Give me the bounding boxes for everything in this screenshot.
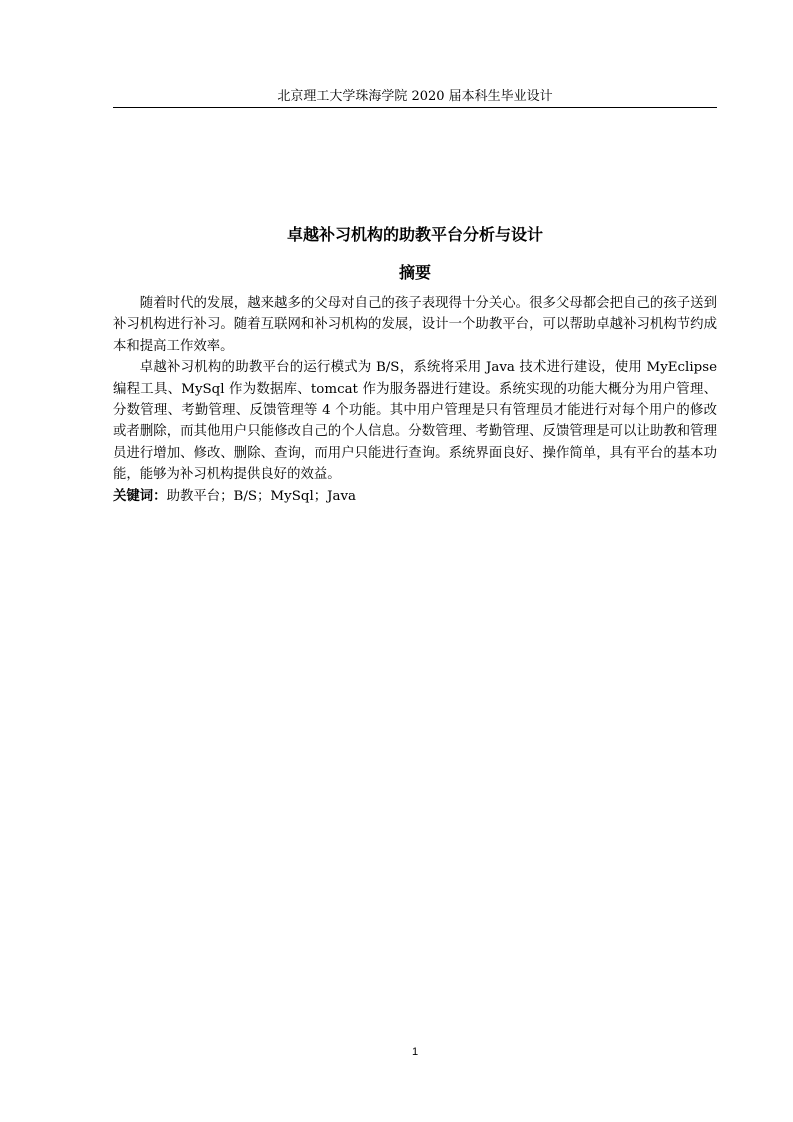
keywords-text: 助教平台；B/S；MySql；Java bbox=[166, 488, 357, 504]
keywords-line bbox=[113, 486, 717, 507]
abstract-paragraph-1: 随着时代的发展，越来越多的父母对自己的孩子表现得十分关心。很多父母都会把自己的孩子送到补习机构进行补习。随着互联网和补习机构的发展，设计一个助教平台，可以帮助卓越补习机构节约成本和提高工作效率。 bbox=[113, 296, 717, 354]
abstract-body bbox=[113, 293, 717, 507]
abstract-paragraph-2: 卓越补习机构的助教平台的运行模式为 B/S，系统将采用 Java 技术进行建设，使用 MyEclipse 编程工具、MySql 作为数据库、tomcat 作为服务器进行建设。系统实现的功能大概分为用户管理、分数管理、考勤管理、反馈管理等 4 个功能。其中用户管理是只有管理员才能进行对每个用户的修改或者删除，而其他用户只能修改自己的个人信息。分数管理、考勤管理、反馈管理是可以让助教和管理员进行增加、修改、删除、查询，而用户只能进行查询。系统界面良好、操作简单，具有平台的基本功能，能够为补习机构提供良好的效益。 bbox=[113, 360, 717, 483]
document-title: 卓越补习机构的助教平台分析与设计 bbox=[286, 225, 543, 244]
abstract-heading: 摘要 bbox=[398, 263, 431, 282]
page-number: 1 bbox=[411, 1046, 419, 1058]
header-divider bbox=[113, 107, 717, 108]
page-header: 北京理工大学珠海学院 2020 届本科生毕业设计 bbox=[277, 89, 553, 104]
keywords-label: 关键词： bbox=[113, 488, 167, 504]
